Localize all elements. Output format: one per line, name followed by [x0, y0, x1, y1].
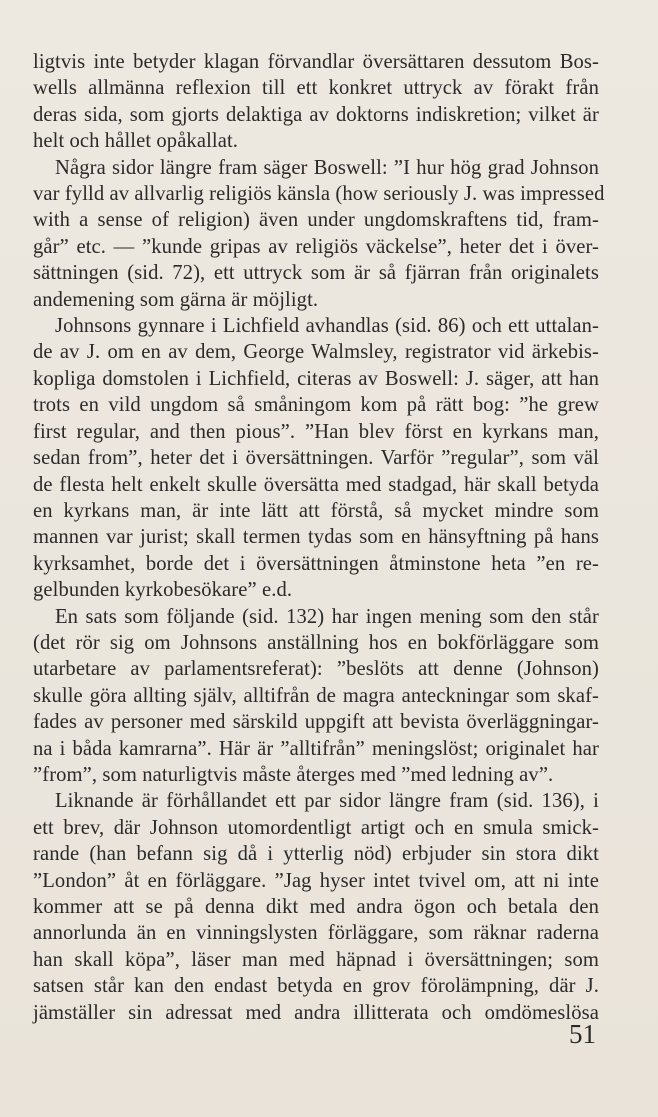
text-line: kommer att se på denna dikt med andra ögon och betala den: [33, 896, 599, 918]
text-line: trots en vild ungdom så småningom kom på rätt bog: ”he grew: [33, 394, 599, 417]
text-line: var fylld av allvarlig religiös känsla (how seriously J. was impressed: [33, 183, 605, 206]
text-line: fades av personer med särskild uppgift att bevista överläggningar-: [33, 711, 599, 734]
text-line: deras sida, som gjorts delaktiga av doktorns indiskretion; vilket är: [33, 103, 599, 126]
text-line: en kyrkans man, är inte lätt att förstå, så mycket mindre som: [33, 499, 599, 522]
text-line: utarbetare av parlamentsreferat): ”beslöts att denne (Johnson): [33, 658, 599, 681]
text-line: han skall köpa”, läser man med häpnad i översättningen; som: [33, 948, 599, 971]
text-line: kyrksamhet, borde det i översättningen åtminstone heta ”en re-: [33, 552, 599, 575]
text-line: mannen var jurist; skall termen tydas som en hänsyftning på hans: [33, 526, 599, 549]
text-line: gelbunden kyrkobesökare” e.d.: [33, 579, 293, 602]
text-line: går” etc. — ”kunde gripas av religiös väckelse”, heter det i över-: [33, 235, 599, 258]
text-line: andemening som gärna är möjligt.: [33, 288, 319, 311]
text-line: satsen står kan den endast betyda en grov förolämpning, där J.: [33, 975, 599, 998]
text-line: rande (han befann sig då i ytterlig nöd) erbjuder sin stora dikt: [33, 843, 599, 866]
text-line: ”London” åt en förläggare. ”Jag hyser intet tvivel om, att ni inte: [33, 869, 599, 892]
text-line: with a sense of religion) även under ungdomskraftens tid, fram-: [33, 209, 599, 232]
text-line: first regular, and then pious”. ”Han blev först en kyrkans man,: [33, 420, 599, 443]
text-line: wells allmänna reflexion till ett konkret uttryck av förakt från: [33, 77, 599, 100]
text-line: ligtvis inte betyder klagan förvandlar översättaren dessutom Bos-: [33, 51, 599, 73]
text-line: Johnsons gynnare i Lichfield avhandlas (sid. 86) och ett uttalan-: [55, 315, 599, 338]
text-line: na i båda kamrarna”. Här är ”alltifrån” meningslöst; originalet har: [33, 737, 599, 760]
text-line: Liknande är förhållandet ett par sidor längre fram (sid. 136), i: [55, 790, 599, 813]
text-line: Några sidor längre fram säger Boswell: ”I hur hög grad Johnson: [55, 156, 599, 179]
body-text: [33, 49, 605, 1026]
text-line: de av J. om en av dem, George Walmsley, registrator vid ärkebis-: [33, 341, 599, 364]
text-line: de flesta helt enkelt skulle översätta med stadgad, här skall betyda: [33, 473, 599, 496]
text-line: kopliga domstolen i Lichfield, citeras av Boswell: J. säger, att han: [33, 367, 599, 390]
text-line: skulle göra allting själv, alltifrån de magra anteckningar som skaf-: [33, 684, 599, 707]
text-line: sättningen (sid. 72), ett uttryck som är så fjärran från originalets: [33, 262, 599, 285]
text-line: (det rör sig om Johnsons anställning hos en bokförläggare som: [33, 631, 599, 654]
page-number: 51: [569, 1019, 596, 1049]
text-line: ”from”, som naturligtvis måste återges med ”med ledning av”.: [33, 763, 554, 786]
text-line: jämställer sin adressat med andra illitterata och omdömeslösa: [33, 1001, 599, 1024]
text-line: En sats som följande (sid. 132) har ingen mening som den står: [55, 605, 599, 628]
text-line: annorlunda än en vinningslysten förläggare, som räknar raderna: [33, 922, 599, 945]
text-line: helt och hållet opåkallat.: [33, 130, 239, 153]
text-line: ett brev, där Johnson utomordentligt artigt och en smula smick-: [33, 816, 599, 839]
text-line: sedan from”, heter det i översättningen. Varför ”regular”, som väl: [33, 447, 599, 470]
